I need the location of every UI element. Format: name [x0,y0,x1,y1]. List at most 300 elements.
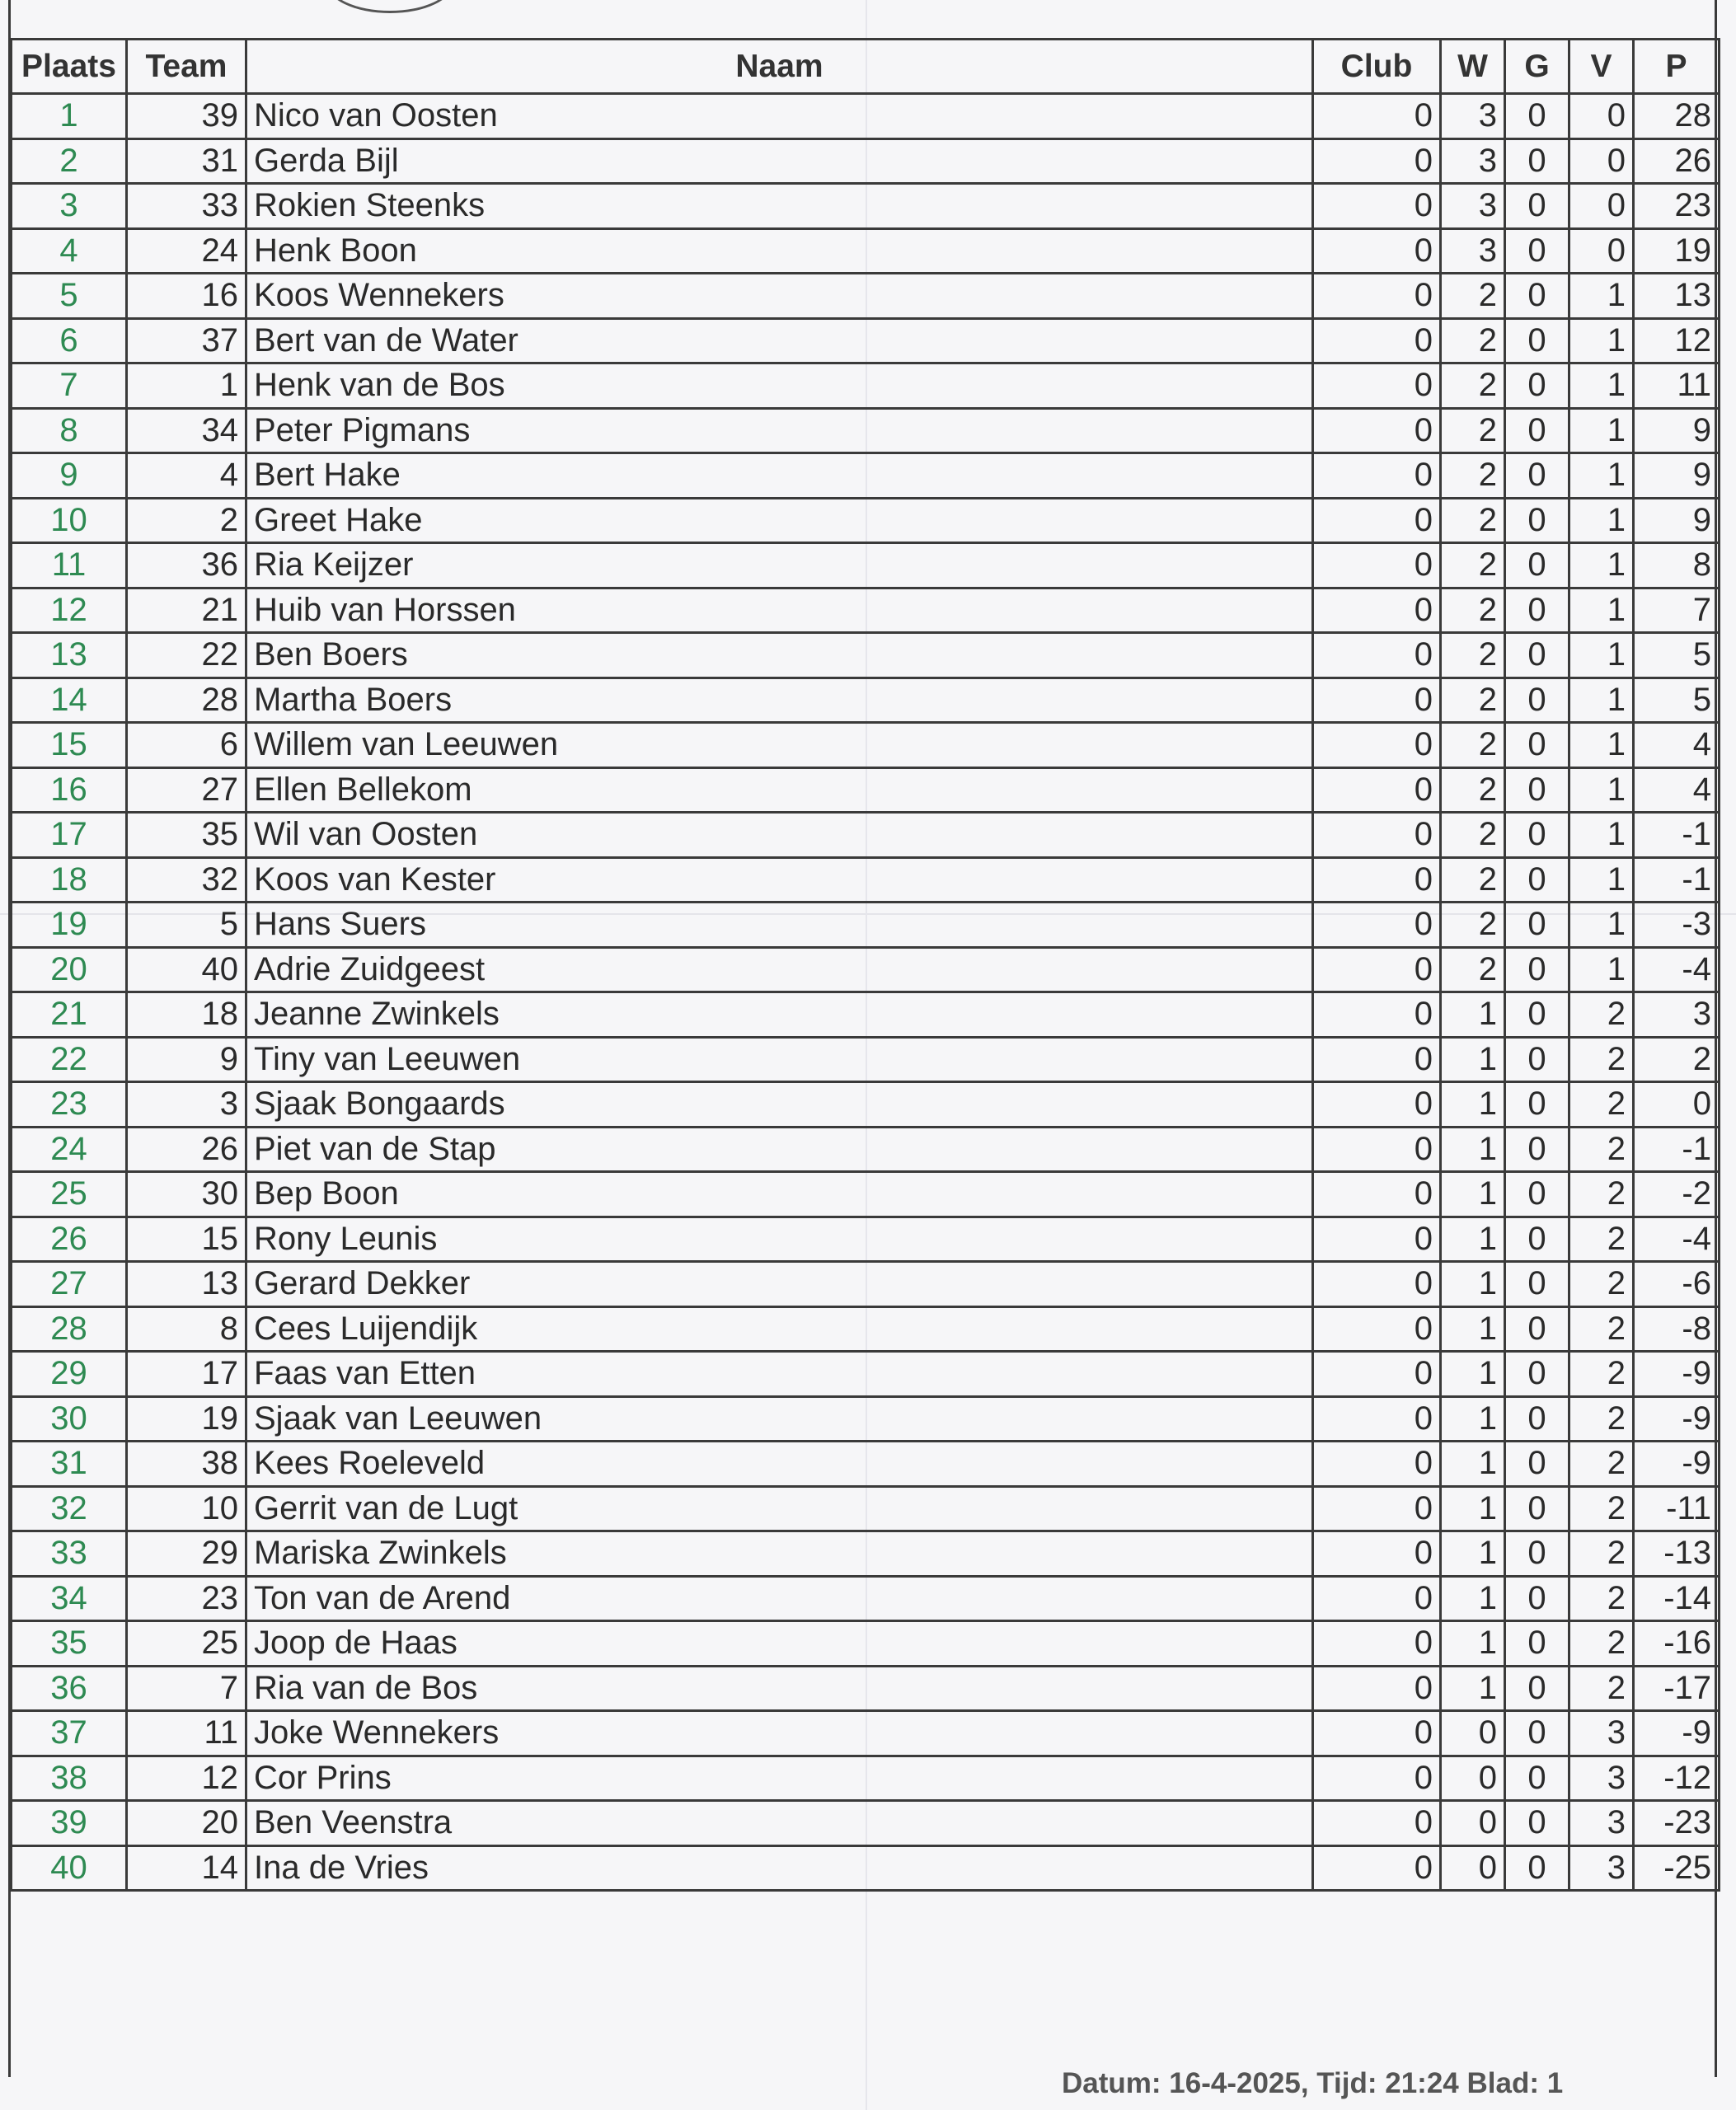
cell-p: 5 [1634,678,1720,723]
cell-plaats: 35 [12,1621,127,1667]
cell-v: 1 [1569,318,1634,363]
cell-team: 12 [127,1756,246,1801]
cell-p: 3 [1634,992,1720,1038]
cell-club: 0 [1313,1127,1441,1172]
cell-g: 0 [1505,543,1569,588]
table-row [12,813,1720,858]
cell-p: -16 [1634,1621,1720,1667]
cell-team: 13 [127,1262,246,1307]
cell-team: 37 [127,318,246,363]
cell-g: 0 [1505,1531,1569,1577]
table-row [12,1082,1720,1128]
cell-v: 2 [1569,1396,1634,1442]
table-row [12,453,1720,499]
cell-naam: Martha Boers [246,678,1313,723]
cell-plaats: 27 [12,1262,127,1307]
cell-v: 1 [1569,588,1634,633]
cell-g: 0 [1505,1442,1569,1487]
cell-team: 33 [127,184,246,229]
cell-naam: Henk Boon [246,228,1313,274]
cell-v: 0 [1569,94,1634,139]
cell-g: 0 [1505,1352,1569,1397]
cell-v: 3 [1569,1845,1634,1891]
table-row [12,498,1720,543]
table-row [12,903,1720,948]
cell-p: -9 [1634,1352,1720,1397]
cell-v: 2 [1569,1621,1634,1667]
cell-naam: Adrie Zuidgeest [246,947,1313,992]
standings-table [10,38,1720,1892]
cell-team: 21 [127,588,246,633]
cell-plaats: 23 [12,1082,127,1128]
cell-plaats: 8 [12,408,127,453]
cell-naam: Koos van Kester [246,857,1313,903]
cell-g: 0 [1505,498,1569,543]
cell-team: 24 [127,228,246,274]
cell-p: -25 [1634,1845,1720,1891]
cell-club: 0 [1313,588,1441,633]
header-v: V [1569,40,1634,94]
cell-w: 0 [1441,1711,1505,1756]
cell-w: 1 [1441,1486,1505,1531]
cell-w: 2 [1441,767,1505,813]
cell-p: -1 [1634,857,1720,903]
cell-team: 20 [127,1801,246,1846]
cell-club: 0 [1313,184,1441,229]
cell-club: 0 [1313,1306,1441,1352]
cell-plaats: 33 [12,1531,127,1577]
cell-w: 1 [1441,992,1505,1038]
cell-naam: Wil van Oosten [246,813,1313,858]
cell-p: 8 [1634,543,1720,588]
cell-w: 2 [1441,274,1505,319]
cell-club: 0 [1313,767,1441,813]
cell-plaats: 29 [12,1352,127,1397]
cell-g: 0 [1505,184,1569,229]
cell-p: -4 [1634,1217,1720,1262]
table-row [12,678,1720,723]
cell-p: -9 [1634,1442,1720,1487]
cell-v: 3 [1569,1756,1634,1801]
cell-naam: Sjaak Bongaards [246,1082,1313,1128]
cell-team: 22 [127,633,246,678]
cell-naam: Jeanne Zwinkels [246,992,1313,1038]
table-row [12,1262,1720,1307]
cell-club: 0 [1313,1801,1441,1846]
cell-p: -2 [1634,1172,1720,1217]
cell-v: 2 [1569,1306,1634,1352]
cell-w: 2 [1441,543,1505,588]
table-row [12,1801,1720,1846]
cell-club: 0 [1313,678,1441,723]
cell-plaats: 16 [12,767,127,813]
cell-p: -11 [1634,1486,1720,1531]
table-row [12,94,1720,139]
cell-team: 29 [127,1531,246,1577]
cell-w: 3 [1441,138,1505,184]
cell-club: 0 [1313,453,1441,499]
cell-naam: Hans Suers [246,903,1313,948]
cell-naam: Cees Luijendijk [246,1306,1313,1352]
cell-team: 39 [127,94,246,139]
table-row [12,228,1720,274]
cell-team: 11 [127,1711,246,1756]
cell-w: 2 [1441,947,1505,992]
header-p: P [1634,40,1720,94]
cell-naam: Gerard Dekker [246,1262,1313,1307]
cell-club: 0 [1313,408,1441,453]
cell-club: 0 [1313,1396,1441,1442]
cell-team: 16 [127,274,246,319]
cell-team: 35 [127,813,246,858]
cell-team: 40 [127,947,246,992]
cell-club: 0 [1313,1621,1441,1667]
table-row [12,1172,1720,1217]
cell-plaats: 22 [12,1037,127,1082]
cell-g: 0 [1505,1172,1569,1217]
header-team: Team [127,40,246,94]
cell-club: 0 [1313,1845,1441,1891]
cell-naam: Greet Hake [246,498,1313,543]
cell-p: -12 [1634,1756,1720,1801]
cell-v: 1 [1569,363,1634,409]
cell-w: 0 [1441,1801,1505,1846]
table-row [12,1756,1720,1801]
cell-plaats: 12 [12,588,127,633]
cell-g: 0 [1505,588,1569,633]
cell-p: -14 [1634,1576,1720,1621]
cell-club: 0 [1313,1442,1441,1487]
cell-naam: Ben Boers [246,633,1313,678]
cell-p: -4 [1634,947,1720,992]
cell-team: 31 [127,138,246,184]
cell-v: 2 [1569,1531,1634,1577]
table-row [12,1621,1720,1667]
cell-plaats: 26 [12,1217,127,1262]
cell-team: 26 [127,1127,246,1172]
cell-plaats: 34 [12,1576,127,1621]
cell-plaats: 17 [12,813,127,858]
cell-v: 1 [1569,678,1634,723]
cell-club: 0 [1313,992,1441,1038]
table-row [12,767,1720,813]
table-row [12,543,1720,588]
cell-p: 2 [1634,1037,1720,1082]
cell-naam: Bep Boon [246,1172,1313,1217]
cell-naam: Sjaak van Leeuwen [246,1396,1313,1442]
cell-naam: Rokien Steenks [246,184,1313,229]
cell-team: 2 [127,498,246,543]
cell-p: 9 [1634,498,1720,543]
cell-v: 1 [1569,857,1634,903]
cell-club: 0 [1313,1217,1441,1262]
cell-naam: Gerrit van de Lugt [246,1486,1313,1531]
cell-plaats: 36 [12,1666,127,1711]
cell-g: 0 [1505,767,1569,813]
cell-plaats: 40 [12,1845,127,1891]
cell-p: -3 [1634,903,1720,948]
cell-plaats: 37 [12,1711,127,1756]
cell-v: 1 [1569,633,1634,678]
cell-club: 0 [1313,723,1441,768]
cell-naam: Mariska Zwinkels [246,1531,1313,1577]
cell-w: 3 [1441,184,1505,229]
cell-p: 19 [1634,228,1720,274]
cell-p: -1 [1634,813,1720,858]
cell-p: 4 [1634,723,1720,768]
cell-plaats: 3 [12,184,127,229]
cell-w: 2 [1441,633,1505,678]
cell-plaats: 25 [12,1172,127,1217]
cell-w: 1 [1441,1217,1505,1262]
cell-g: 0 [1505,678,1569,723]
cell-g: 0 [1505,1217,1569,1262]
cell-team: 17 [127,1352,246,1397]
cell-v: 0 [1569,184,1634,229]
cell-naam: Peter Pigmans [246,408,1313,453]
cell-plaats: 2 [12,138,127,184]
cell-w: 2 [1441,318,1505,363]
cell-team: 28 [127,678,246,723]
cell-w: 1 [1441,1576,1505,1621]
cell-club: 0 [1313,138,1441,184]
cell-v: 0 [1569,228,1634,274]
header-plaats: Plaats [12,40,127,94]
cell-w: 1 [1441,1442,1505,1487]
cell-team: 14 [127,1845,246,1891]
cell-plaats: 24 [12,1127,127,1172]
cell-v: 2 [1569,1262,1634,1307]
cell-p: 28 [1634,94,1720,139]
cell-g: 0 [1505,1845,1569,1891]
cell-v: 2 [1569,1037,1634,1082]
cell-w: 1 [1441,1082,1505,1128]
cell-naam: Joke Wennekers [246,1711,1313,1756]
table-row [12,1845,1720,1891]
cell-g: 0 [1505,903,1569,948]
cell-w: 2 [1441,498,1505,543]
cell-g: 0 [1505,274,1569,319]
cell-v: 2 [1569,992,1634,1038]
table-row [12,588,1720,633]
cell-v: 2 [1569,1172,1634,1217]
cell-club: 0 [1313,1082,1441,1128]
cell-w: 1 [1441,1352,1505,1397]
table-body [12,94,1720,1891]
cell-g: 0 [1505,453,1569,499]
table-row [12,184,1720,229]
cell-club: 0 [1313,1711,1441,1756]
cell-team: 9 [127,1037,246,1082]
cell-w: 1 [1441,1666,1505,1711]
cell-club: 0 [1313,1576,1441,1621]
cell-naam: Faas van Etten [246,1352,1313,1397]
table-row [12,1396,1720,1442]
cell-v: 2 [1569,1127,1634,1172]
cell-plaats: 20 [12,947,127,992]
cell-team: 38 [127,1442,246,1487]
cell-p: 13 [1634,274,1720,319]
cell-v: 0 [1569,138,1634,184]
cell-g: 0 [1505,813,1569,858]
header-club: Club [1313,40,1441,94]
cell-team: 25 [127,1621,246,1667]
cell-naam: Willem van Leeuwen [246,723,1313,768]
cell-w: 1 [1441,1262,1505,1307]
cell-naam: Gerda Bijl [246,138,1313,184]
cell-g: 0 [1505,228,1569,274]
cell-naam: Huib van Horssen [246,588,1313,633]
header-w: W [1441,40,1505,94]
cell-plaats: 21 [12,992,127,1038]
cell-plaats: 1 [12,94,127,139]
cell-naam: Bert van de Water [246,318,1313,363]
cell-p: -9 [1634,1711,1720,1756]
cell-w: 3 [1441,94,1505,139]
cell-club: 0 [1313,94,1441,139]
cell-team: 32 [127,857,246,903]
cell-p: -6 [1634,1262,1720,1307]
cell-v: 1 [1569,453,1634,499]
cell-g: 0 [1505,1306,1569,1352]
cell-p: 9 [1634,453,1720,499]
cell-p: 7 [1634,588,1720,633]
cell-club: 0 [1313,1262,1441,1307]
table-row [12,1666,1720,1711]
cell-g: 0 [1505,1576,1569,1621]
table-row [12,1531,1720,1577]
cell-team: 10 [127,1486,246,1531]
cell-w: 2 [1441,678,1505,723]
cell-w: 2 [1441,453,1505,499]
cell-p: 26 [1634,138,1720,184]
cell-plaats: 14 [12,678,127,723]
cell-g: 0 [1505,363,1569,409]
cell-g: 0 [1505,408,1569,453]
cell-plaats: 31 [12,1442,127,1487]
cell-club: 0 [1313,274,1441,319]
cell-v: 1 [1569,498,1634,543]
cell-g: 0 [1505,723,1569,768]
cell-team: 4 [127,453,246,499]
cell-club: 0 [1313,1352,1441,1397]
cell-naam: Henk van de Bos [246,363,1313,409]
cell-v: 3 [1569,1711,1634,1756]
cell-w: 2 [1441,363,1505,409]
cell-plaats: 11 [12,543,127,588]
cell-plaats: 10 [12,498,127,543]
cell-plaats: 7 [12,363,127,409]
cell-g: 0 [1505,1127,1569,1172]
cell-naam: Bert Hake [246,453,1313,499]
cell-g: 0 [1505,1621,1569,1667]
cell-club: 0 [1313,543,1441,588]
cell-team: 19 [127,1396,246,1442]
cell-v: 1 [1569,723,1634,768]
cell-g: 0 [1505,1396,1569,1442]
cell-w: 1 [1441,1531,1505,1577]
cell-v: 1 [1569,947,1634,992]
cell-club: 0 [1313,498,1441,543]
cell-w: 1 [1441,1127,1505,1172]
cell-naam: Nico van Oosten [246,94,1313,139]
cell-plaats: 28 [12,1306,127,1352]
cell-naam: Ina de Vries [246,1845,1313,1891]
table-row [12,1217,1720,1262]
cell-v: 1 [1569,903,1634,948]
table-row [12,363,1720,409]
cell-plaats: 38 [12,1756,127,1801]
table-row [12,633,1720,678]
cell-plaats: 39 [12,1801,127,1846]
cell-naam: Rony Leunis [246,1217,1313,1262]
cell-team: 8 [127,1306,246,1352]
cell-club: 0 [1313,1756,1441,1801]
cell-plaats: 5 [12,274,127,319]
cell-v: 1 [1569,813,1634,858]
cell-w: 2 [1441,857,1505,903]
cell-g: 0 [1505,992,1569,1038]
cell-g: 0 [1505,1082,1569,1128]
cell-w: 1 [1441,1621,1505,1667]
table-row [12,1037,1720,1082]
cell-p: 0 [1634,1082,1720,1128]
table-row [12,408,1720,453]
cell-plaats: 13 [12,633,127,678]
table-row [12,723,1720,768]
cell-w: 2 [1441,813,1505,858]
cell-club: 0 [1313,228,1441,274]
cell-v: 3 [1569,1801,1634,1846]
cell-v: 2 [1569,1486,1634,1531]
cell-club: 0 [1313,1172,1441,1217]
cell-v: 2 [1569,1576,1634,1621]
cell-team: 6 [127,723,246,768]
cell-naam: Koos Wennekers [246,274,1313,319]
cell-plaats: 4 [12,228,127,274]
table-row [12,947,1720,992]
cell-g: 0 [1505,1666,1569,1711]
cell-club: 0 [1313,318,1441,363]
cell-v: 2 [1569,1666,1634,1711]
cell-naam: Ria Keijzer [246,543,1313,588]
cell-p: 4 [1634,767,1720,813]
cell-plaats: 30 [12,1396,127,1442]
table-row [12,318,1720,363]
table-row [12,1576,1720,1621]
cell-team: 1 [127,363,246,409]
cell-plaats: 9 [12,453,127,499]
cell-naam: Cor Prins [246,1756,1313,1801]
cell-naam: Kees Roeleveld [246,1442,1313,1487]
cell-p: -17 [1634,1666,1720,1711]
cell-club: 0 [1313,903,1441,948]
cell-naam: Piet van de Stap [246,1127,1313,1172]
cell-p: -23 [1634,1801,1720,1846]
cell-p: 11 [1634,363,1720,409]
cell-club: 0 [1313,633,1441,678]
cell-w: 3 [1441,228,1505,274]
cell-team: 30 [127,1172,246,1217]
cell-club: 0 [1313,363,1441,409]
cell-naam: Ben Veenstra [246,1801,1313,1846]
cell-p: -8 [1634,1306,1720,1352]
cell-plaats: 32 [12,1486,127,1531]
cell-v: 2 [1569,1082,1634,1128]
table-row [12,1442,1720,1487]
cell-v: 1 [1569,408,1634,453]
cell-g: 0 [1505,947,1569,992]
